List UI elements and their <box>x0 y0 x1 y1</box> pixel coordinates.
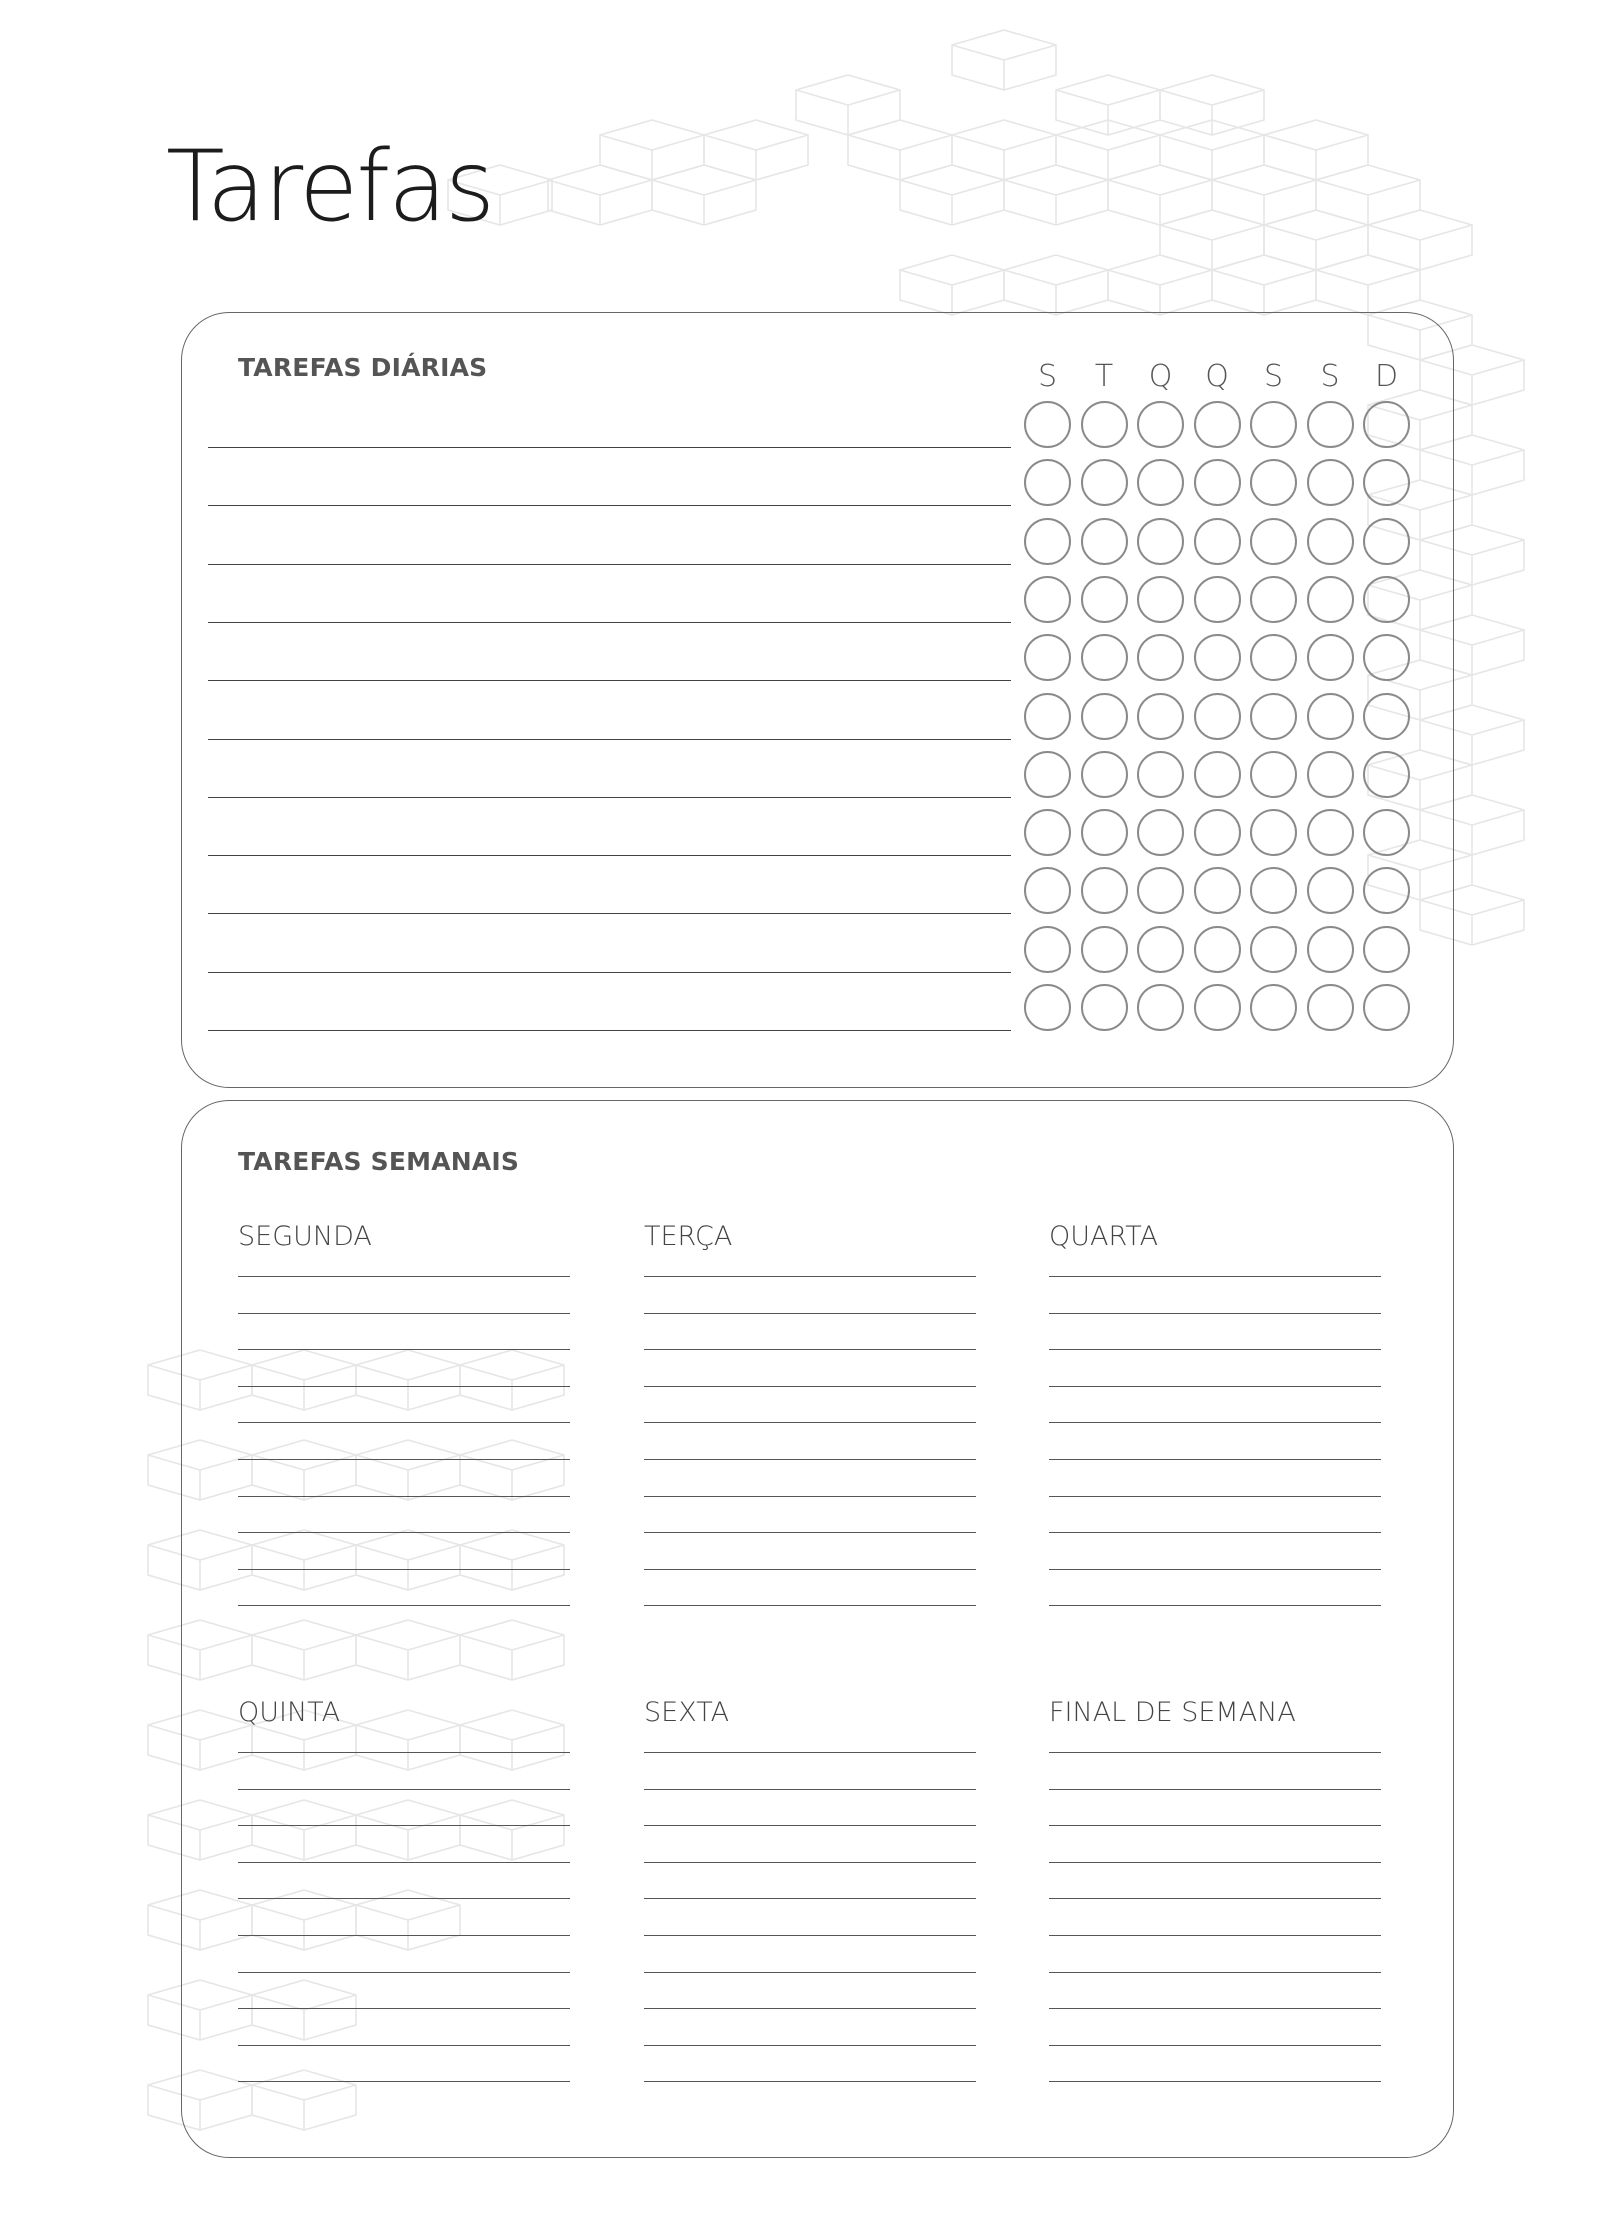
day-check-circle[interactable] <box>1137 926 1184 973</box>
day-check-circle[interactable] <box>1024 401 1071 448</box>
day-check-circle[interactable] <box>1307 751 1354 798</box>
day-check-circle[interactable] <box>1363 518 1410 565</box>
page-title: Tarefas <box>166 130 494 244</box>
day-check-circle[interactable] <box>1307 576 1354 623</box>
day-check-circle[interactable] <box>1363 984 1410 1031</box>
weekly-task-line[interactable] <box>644 2008 976 2009</box>
weekly-task-line[interactable] <box>238 1496 570 1497</box>
weekday-letter: Q <box>1205 359 1229 394</box>
day-check-circle[interactable] <box>1194 518 1241 565</box>
day-check-circle[interactable] <box>1024 459 1071 506</box>
weekly-task-line[interactable] <box>644 1972 976 1973</box>
day-check-circle[interactable] <box>1307 926 1354 973</box>
weekly-task-line[interactable] <box>1049 1349 1381 1350</box>
weekly-task-line[interactable] <box>238 2008 570 2009</box>
daily-task-line[interactable] <box>208 739 1011 740</box>
day-check-circle[interactable] <box>1250 634 1297 681</box>
cube-outline <box>1160 210 1264 270</box>
weekly-task-line[interactable] <box>238 1386 570 1387</box>
day-check-circle[interactable] <box>1194 401 1241 448</box>
day-check-circle[interactable] <box>1363 576 1410 623</box>
day-check-circle[interactable] <box>1024 984 1071 1031</box>
weekday-letter: S <box>1037 359 1058 394</box>
day-check-circle[interactable] <box>1363 401 1410 448</box>
weekly-task-line[interactable] <box>644 1532 976 1533</box>
day-check-circle[interactable] <box>1024 809 1071 856</box>
weekly-task-line[interactable] <box>644 1313 976 1314</box>
weekly-task-line[interactable] <box>1049 2008 1381 2009</box>
weekly-task-line[interactable] <box>238 1972 570 1973</box>
day-check-circle[interactable] <box>1363 809 1410 856</box>
day-check-circle[interactable] <box>1307 518 1354 565</box>
weekly-task-line[interactable] <box>1049 1276 1381 1277</box>
daily-task-line[interactable] <box>208 622 1011 623</box>
cube-outline <box>1316 255 1420 315</box>
day-check-circle[interactable] <box>1194 867 1241 914</box>
daily-tasks-heading: TAREFAS DIÁRIAS <box>238 353 488 382</box>
day-check-circle[interactable] <box>1081 809 1128 856</box>
weekly-task-line[interactable] <box>1049 1532 1381 1533</box>
day-check-circle[interactable] <box>1137 518 1184 565</box>
weekday-letter: S <box>1263 359 1284 394</box>
weekday-column <box>238 1217 570 1257</box>
weekly-task-line[interactable] <box>644 1422 976 1423</box>
weekly-task-line[interactable] <box>644 1276 976 1277</box>
cube-outline <box>952 120 1056 180</box>
day-check-circle[interactable] <box>1307 401 1354 448</box>
cube-outline <box>796 75 900 135</box>
weekly-task-line[interactable] <box>238 1349 570 1350</box>
weekly-task-line[interactable] <box>1049 1459 1381 1460</box>
day-check-circle[interactable] <box>1081 518 1128 565</box>
day-check-circle[interactable] <box>1194 693 1241 740</box>
cube-outline <box>952 30 1056 90</box>
day-check-circle[interactable] <box>1024 693 1071 740</box>
weekly-task-line[interactable] <box>238 1459 570 1460</box>
day-check-circle[interactable] <box>1081 693 1128 740</box>
daily-task-line[interactable] <box>208 855 1011 856</box>
day-check-circle[interactable] <box>1081 401 1128 448</box>
weekly-task-line[interactable] <box>644 1752 976 1753</box>
day-check-circle[interactable] <box>1137 809 1184 856</box>
day-check-circle[interactable] <box>1307 459 1354 506</box>
weekday-label: QUINTA <box>238 1697 341 1728</box>
day-check-circle[interactable] <box>1081 576 1128 623</box>
cube-outline <box>900 165 1004 225</box>
day-check-circle[interactable] <box>1307 809 1354 856</box>
daily-tasks-card <box>181 312 1454 1088</box>
cube-outline <box>704 120 808 180</box>
day-check-circle[interactable] <box>1363 926 1410 973</box>
day-check-circle[interactable] <box>1137 867 1184 914</box>
day-check-circle[interactable] <box>1194 634 1241 681</box>
day-check-circle[interactable] <box>1137 634 1184 681</box>
cube-outline <box>1004 165 1108 225</box>
weekly-task-line[interactable] <box>644 1898 976 1899</box>
day-check-circle[interactable] <box>1081 926 1128 973</box>
weekly-task-line[interactable] <box>1049 1935 1381 1936</box>
weekly-task-line[interactable] <box>1049 2045 1381 2046</box>
day-check-circle[interactable] <box>1081 459 1128 506</box>
day-check-circle[interactable] <box>1081 751 1128 798</box>
weekly-tasks-heading: TAREFAS SEMANAIS <box>238 1147 520 1176</box>
day-check-circle[interactable] <box>1250 867 1297 914</box>
cube-outline <box>652 165 756 225</box>
weekly-task-line[interactable] <box>644 2045 976 2046</box>
day-check-circle[interactable] <box>1250 926 1297 973</box>
day-check-circle[interactable] <box>1024 576 1071 623</box>
day-check-circle[interactable] <box>1137 459 1184 506</box>
weekday-letter: T <box>1094 359 1114 394</box>
weekday-column <box>644 1217 976 1257</box>
weekday-letter: Q <box>1148 359 1173 394</box>
weekday-label: SEGUNDA <box>238 1221 372 1252</box>
weekly-task-line[interactable] <box>644 1569 976 1570</box>
cube-outline <box>1212 165 1316 225</box>
cube-outline <box>900 255 1004 315</box>
weekday-column <box>1049 1217 1381 1257</box>
weekly-task-line[interactable] <box>238 1569 570 1570</box>
weekly-task-line[interactable] <box>1049 1862 1381 1863</box>
day-check-circle[interactable] <box>1137 401 1184 448</box>
daily-task-line[interactable] <box>208 680 1011 681</box>
day-check-circle[interactable] <box>1250 401 1297 448</box>
cube-outline <box>1108 165 1212 225</box>
weekly-task-line[interactable] <box>644 1825 976 1826</box>
day-check-circle[interactable] <box>1081 634 1128 681</box>
weekly-task-line[interactable] <box>644 2081 976 2082</box>
day-check-circle[interactable] <box>1194 751 1241 798</box>
weekly-task-line[interactable] <box>238 1825 570 1826</box>
day-check-circle[interactable] <box>1081 984 1128 1031</box>
weekly-task-line[interactable] <box>1049 1496 1381 1497</box>
day-check-circle[interactable] <box>1307 693 1354 740</box>
day-check-circle[interactable] <box>1137 751 1184 798</box>
weekly-task-line[interactable] <box>238 1605 570 1606</box>
day-check-circle[interactable] <box>1250 459 1297 506</box>
weekly-task-line[interactable] <box>644 1789 976 1790</box>
weekday-letter: S <box>1320 359 1340 394</box>
day-check-circle[interactable] <box>1194 459 1241 506</box>
day-check-circle[interactable] <box>1081 867 1128 914</box>
weekly-task-line[interactable] <box>1049 1825 1381 1826</box>
day-check-circle[interactable] <box>1250 809 1297 856</box>
weekly-task-line[interactable] <box>238 2045 570 2046</box>
weekly-task-line[interactable] <box>238 1789 570 1790</box>
cube-outline <box>1316 165 1420 225</box>
weekly-task-line[interactable] <box>644 1386 976 1387</box>
cube-outline <box>1212 255 1316 315</box>
weekly-task-line[interactable] <box>238 1752 570 1753</box>
day-check-circle[interactable] <box>1194 926 1241 973</box>
day-check-circle[interactable] <box>1024 518 1071 565</box>
cube-outline <box>1108 255 1212 315</box>
day-check-circle[interactable] <box>1363 693 1410 740</box>
day-check-circle[interactable] <box>1250 693 1297 740</box>
cube-outline <box>600 120 704 180</box>
day-check-circle[interactable] <box>1024 634 1071 681</box>
day-check-circle[interactable] <box>1250 518 1297 565</box>
day-check-circle[interactable] <box>1137 693 1184 740</box>
weekly-task-line[interactable] <box>1049 1569 1381 1570</box>
weekly-task-line[interactable] <box>1049 1422 1381 1423</box>
weekly-task-line[interactable] <box>238 1276 570 1277</box>
weekly-task-line[interactable] <box>238 2081 570 2082</box>
weekly-task-line[interactable] <box>1049 1313 1381 1314</box>
weekly-task-line[interactable] <box>644 1935 976 1936</box>
weekly-task-line[interactable] <box>238 1313 570 1314</box>
weekly-task-line[interactable] <box>644 1349 976 1350</box>
cube-outline <box>1004 255 1108 315</box>
weekday-column <box>238 1693 570 1733</box>
daily-task-line[interactable] <box>208 447 1011 448</box>
weekly-task-line[interactable] <box>238 1862 570 1863</box>
cube-outline <box>1264 120 1368 180</box>
daily-task-line[interactable] <box>208 797 1011 798</box>
day-check-circle[interactable] <box>1363 459 1410 506</box>
day-check-circle[interactable] <box>1194 809 1241 856</box>
daily-task-line[interactable] <box>208 564 1011 565</box>
day-check-circle[interactable] <box>1250 984 1297 1031</box>
weekday-label: FINAL DE SEMANA <box>1049 1697 1296 1728</box>
weekly-tasks-card <box>181 1100 1454 2158</box>
day-check-circle[interactable] <box>1024 926 1071 973</box>
weekday-letter: D <box>1374 359 1399 394</box>
day-check-circle[interactable] <box>1363 634 1410 681</box>
daily-task-line[interactable] <box>208 1030 1011 1031</box>
cube-outline <box>1264 210 1368 270</box>
day-check-circle[interactable] <box>1250 751 1297 798</box>
day-check-circle[interactable] <box>1307 867 1354 914</box>
cube-outline <box>1056 75 1160 135</box>
weekly-task-line[interactable] <box>644 1459 976 1460</box>
day-check-circle[interactable] <box>1194 576 1241 623</box>
weekday-column <box>1049 1693 1381 1733</box>
day-check-circle[interactable] <box>1307 984 1354 1031</box>
daily-task-line[interactable] <box>208 505 1011 506</box>
weekly-task-line[interactable] <box>1049 1972 1381 1973</box>
weekly-task-line[interactable] <box>238 1422 570 1423</box>
day-check-circle[interactable] <box>1137 576 1184 623</box>
day-check-circle[interactable] <box>1363 867 1410 914</box>
cube-outline <box>548 165 652 225</box>
day-check-circle[interactable] <box>1307 634 1354 681</box>
weekly-task-line[interactable] <box>1049 2081 1381 2082</box>
day-check-circle[interactable] <box>1024 751 1071 798</box>
weekly-task-line[interactable] <box>1049 1386 1381 1387</box>
daily-task-line[interactable] <box>208 913 1011 914</box>
cube-outline <box>848 120 952 180</box>
cube-outline <box>1160 75 1264 135</box>
weekly-task-line[interactable] <box>238 1532 570 1533</box>
weekday-label: TERÇA <box>644 1221 733 1252</box>
weekly-task-line[interactable] <box>238 1935 570 1936</box>
cube-outline <box>1368 210 1472 270</box>
weekly-task-line[interactable] <box>644 1605 976 1606</box>
weekly-task-line[interactable] <box>1049 1789 1381 1790</box>
day-check-circle[interactable] <box>1024 867 1071 914</box>
weekly-task-line[interactable] <box>238 1898 570 1899</box>
weekday-letters-row <box>1024 359 1420 393</box>
weekly-task-line[interactable] <box>644 1862 976 1863</box>
weekday-label: QUARTA <box>1049 1221 1159 1252</box>
weekly-task-line[interactable] <box>1049 1898 1381 1899</box>
day-check-circle[interactable] <box>1194 984 1241 1031</box>
weekly-task-line[interactable] <box>644 1496 976 1497</box>
weekday-label: SEXTA <box>644 1697 730 1728</box>
day-check-circle[interactable] <box>1363 751 1410 798</box>
daily-task-line[interactable] <box>208 972 1011 973</box>
weekly-task-line[interactable] <box>1049 1752 1381 1753</box>
weekday-column <box>644 1693 976 1733</box>
day-check-circle[interactable] <box>1137 984 1184 1031</box>
weekly-task-line[interactable] <box>1049 1605 1381 1606</box>
day-check-circle[interactable] <box>1250 576 1297 623</box>
